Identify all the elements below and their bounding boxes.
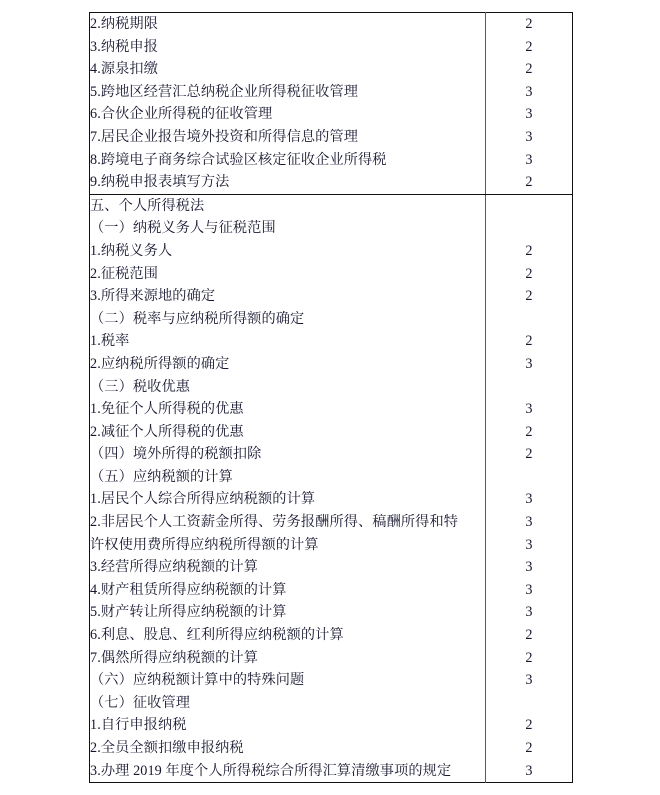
score-cell: 3 xyxy=(525,355,533,372)
score-cell: 3 xyxy=(525,762,533,779)
topic-cell: 3.经营所得应纳税额的计算 xyxy=(90,559,259,576)
table-row xyxy=(90,58,573,81)
table-row xyxy=(90,103,573,126)
table-row xyxy=(90,488,573,511)
table-row xyxy=(90,398,573,421)
topic-cell: 2.应纳税所得额的确定 xyxy=(90,355,230,372)
score-cell: 3 xyxy=(525,536,533,553)
table-row xyxy=(90,534,573,557)
topic-cell: 2.非居民个人工资薪金所得、劳务报酬所得、稿酬所得和特 xyxy=(90,514,459,531)
score-cell xyxy=(485,308,572,331)
table-row xyxy=(90,511,573,534)
table-row xyxy=(90,579,573,602)
table-row xyxy=(90,421,573,444)
table-row xyxy=(90,737,573,760)
topic-cell: 2.征税范围 xyxy=(90,265,158,282)
score-cell: 3 xyxy=(525,401,533,418)
table-row xyxy=(90,556,573,579)
topic-cell: 5.财产转让所得应纳税额的计算 xyxy=(90,604,287,621)
score-cell: 2 xyxy=(525,333,533,350)
score-cell: 3 xyxy=(525,128,533,145)
topic-cell: 7.居民企业报告境外投资和所得信息的管理 xyxy=(90,128,359,145)
table-row xyxy=(90,692,573,715)
table-row xyxy=(90,669,573,692)
table-row xyxy=(90,647,573,670)
score-cell: 2 xyxy=(525,446,533,463)
score-cell: 2 xyxy=(525,16,533,32)
topic-cell: （一）纳税义务人与征税范围 xyxy=(90,220,276,237)
score-cell: 2 xyxy=(525,288,533,305)
score-cell: 2 xyxy=(525,38,533,55)
table-row xyxy=(90,624,573,647)
table-row xyxy=(90,263,573,286)
score-cell: 2 xyxy=(525,265,533,282)
table-row xyxy=(90,36,573,59)
score-cell: 3 xyxy=(525,514,533,531)
table-row xyxy=(90,330,573,353)
score-cell: 2 xyxy=(525,717,533,734)
topic-cell: （三）税收优惠 xyxy=(90,378,191,395)
score-cell: 2 xyxy=(525,649,533,666)
score-cell xyxy=(485,692,572,715)
score-cell xyxy=(485,376,572,399)
topic-cell: （四）境外所得的税额扣除 xyxy=(90,446,262,463)
topic-cell: 3.所得来源地的确定 xyxy=(90,288,216,305)
score-cell: 2 xyxy=(525,627,533,644)
topic-cell: 3.办理 2019 年度个人所得税综合所得汇算清缴事项的规定 xyxy=(90,762,452,779)
topic-cell: （五）应纳税额的计算 xyxy=(90,468,233,485)
score-cell: 2 xyxy=(525,423,533,440)
topic-cell: 7.偶然所得应纳税额的计算 xyxy=(90,649,259,666)
table-row xyxy=(90,376,573,399)
score-cell: 3 xyxy=(525,581,533,598)
table-row xyxy=(90,81,573,104)
topic-cell: 1.纳税义务人 xyxy=(90,242,173,259)
score-cell: 2 xyxy=(525,174,533,191)
topic-cell: 2.减征个人所得税的优惠 xyxy=(90,423,244,440)
table-row xyxy=(90,171,573,194)
score-cell: 2 xyxy=(525,61,533,78)
table-row xyxy=(90,13,573,36)
topic-cell: （二）税率与应纳税所得额的确定 xyxy=(90,310,305,327)
topic-cell: 1.居民个人综合所得应纳税额的计算 xyxy=(90,491,316,508)
score-cell xyxy=(485,466,572,489)
table-row xyxy=(90,240,573,263)
score-cell: 3 xyxy=(525,83,533,100)
topic-cell: 9.纳税申报表填写方法 xyxy=(90,174,230,191)
topic-cell: 2.全员全额扣缴申报纳税 xyxy=(90,740,244,756)
score-cell: 3 xyxy=(525,106,533,123)
topic-cell: 五、个人所得税法 xyxy=(90,194,486,217)
topic-cell: 2.纳税期限 xyxy=(90,16,158,32)
table-row xyxy=(90,760,573,783)
table-row xyxy=(90,466,573,489)
table-row xyxy=(90,353,573,376)
topic-cell: （六）应纳税额计算中的特殊问题 xyxy=(90,672,305,689)
topic-cell: 6.合伙企业所得税的征收管理 xyxy=(90,106,273,123)
score-cell xyxy=(485,194,572,217)
table-row xyxy=(90,149,573,172)
score-cell: 2 xyxy=(525,242,533,259)
topic-cell: 4.财产租赁所得应纳税额的计算 xyxy=(90,581,287,598)
topic-cell: 1.自行申报纳税 xyxy=(90,717,187,734)
topic-cell: 4.源泉扣缴 xyxy=(90,61,158,78)
score-cell: 3 xyxy=(525,604,533,621)
topic-cell: 1.免征个人所得税的优惠 xyxy=(90,401,244,418)
table-row xyxy=(90,194,573,217)
score-cell: 2 xyxy=(525,740,533,756)
score-cell: 3 xyxy=(525,672,533,689)
syllabus-table-body xyxy=(90,13,573,783)
table-row xyxy=(90,443,573,466)
syllabus-table xyxy=(89,12,573,783)
table-row xyxy=(90,217,573,240)
table-row xyxy=(90,308,573,331)
topic-cell: 许权使用费所得应纳税所得额的计算 xyxy=(90,536,319,553)
score-cell: 3 xyxy=(525,151,533,168)
score-cell xyxy=(485,217,572,240)
topic-cell: 1.税率 xyxy=(90,333,130,350)
table-row xyxy=(90,126,573,149)
score-cell: 3 xyxy=(525,559,533,576)
topic-cell: 8.跨境电子商务综合试验区核定征收企业所得税 xyxy=(90,151,387,168)
score-cell: 3 xyxy=(525,491,533,508)
table-row xyxy=(90,601,573,624)
topic-cell: （七）征收管理 xyxy=(90,694,191,711)
table-row xyxy=(90,714,573,737)
topic-cell: 6.利息、股息、红利所得应纳税额的计算 xyxy=(90,627,344,644)
table-row xyxy=(90,285,573,308)
topic-cell: 3.纳税申报 xyxy=(90,38,158,55)
topic-cell: 5.跨地区经营汇总纳税企业所得税征收管理 xyxy=(90,83,359,100)
